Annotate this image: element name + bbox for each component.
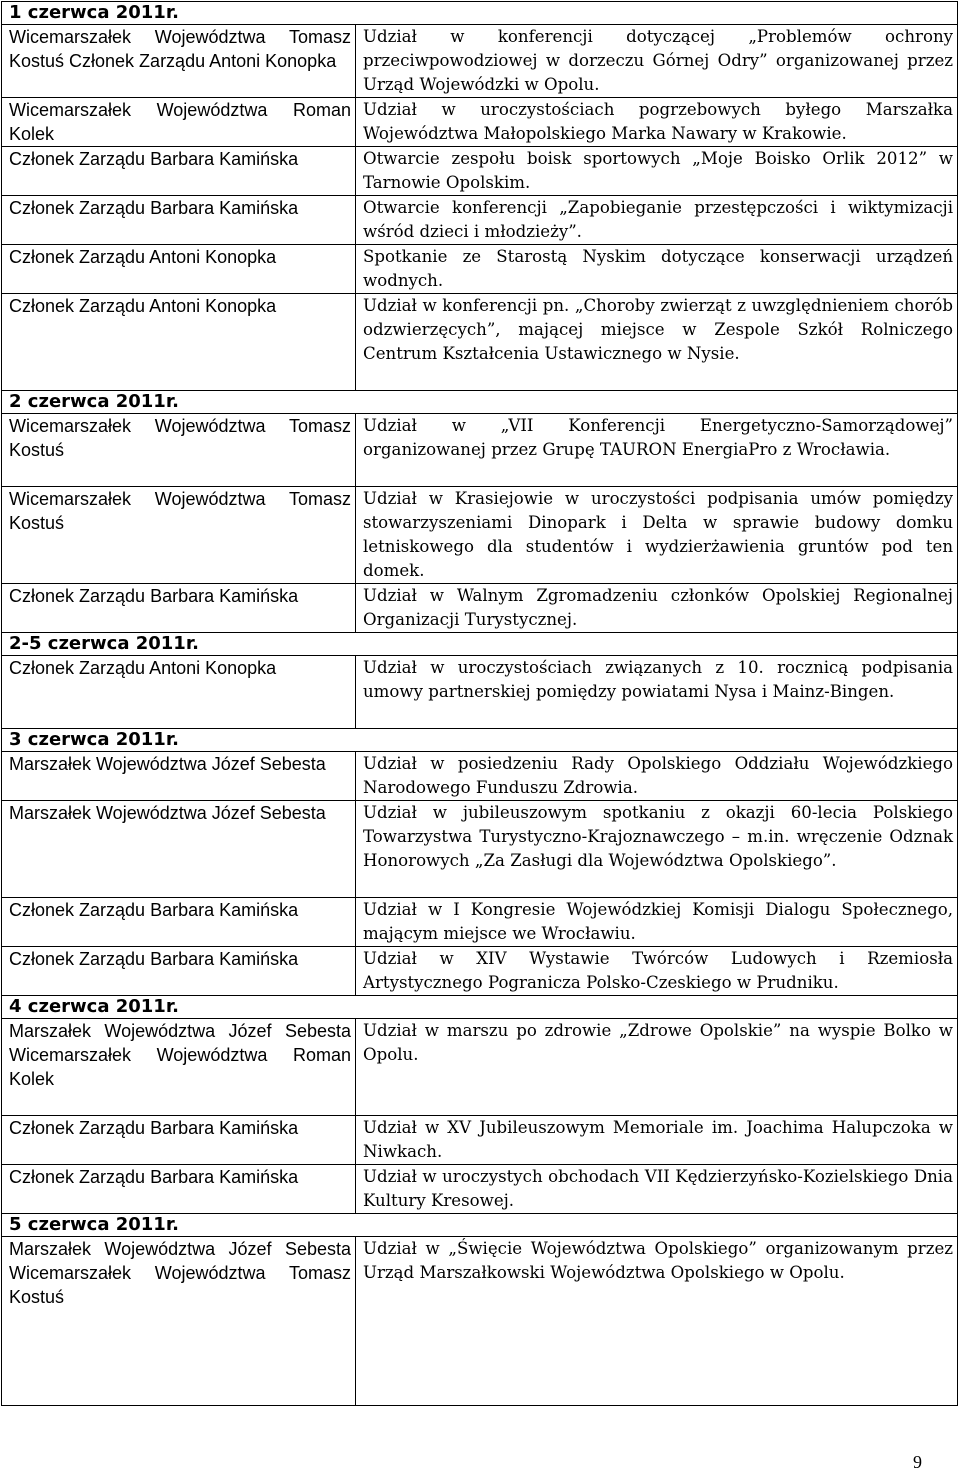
- participant-cell: Członek Zarządu Barbara Kamińska: [2, 1116, 356, 1165]
- event-cell: Udział w uroczystościach pogrzebowych byłego Marszałka Województwa Małopolskiego Marka Nawary w Krakowie.: [356, 98, 958, 147]
- table-row: [2, 196, 958, 245]
- date-heading: 3 czerwca 2011r.: [2, 729, 958, 752]
- participant-cell: Wicemarszałek Województwa Tomasz Kostuś: [2, 487, 356, 584]
- participant-cell: Członek Zarządu Barbara Kamińska: [2, 584, 356, 633]
- event-cell: Udział w posiedzeniu Rady Opolskiego Oddziału Wojewódzkiego Narodowego Funduszu Zdrowia.: [356, 752, 958, 801]
- date-row: [2, 729, 958, 752]
- event-cell: Spotkanie ze Starostą Nyskim dotyczące konserwacji urządzeń wodnych.: [356, 245, 958, 294]
- event-cell: Otwarcie konferencji „Zapobieganie przestępczości i wiktymizacji wśród dzieci i młodzieży”.: [356, 196, 958, 245]
- table-row: [2, 1019, 958, 1116]
- date-row: [2, 2, 958, 25]
- table-row: [2, 752, 958, 801]
- event-cell: Udział w XV Jubileuszowym Memoriale im. Joachima Halupczoka w Niwkach.: [356, 1116, 958, 1165]
- date-heading: 4 czerwca 2011r.: [2, 996, 958, 1019]
- schedule-table: [1, 1, 958, 1406]
- event-cell: Udział w „VII Konferencji Energetyczno-Samorządowej” organizowanej przez Grupę TAURON EnergiaPro z Wrocławia.: [356, 414, 958, 487]
- table-row: [2, 656, 958, 729]
- participant-cell: Członek Zarządu Barbara Kamińska: [2, 947, 356, 996]
- participant-cell: Wicemarszałek Województwa Tomasz Kostuś: [2, 414, 356, 487]
- participant-cell: Członek Zarządu Antoni Konopka: [2, 245, 356, 294]
- participant-cell: Wicemarszałek Województwa Tomasz Kostuś Członek Zarządu Antoni Konopka: [2, 25, 356, 98]
- table-row: [2, 947, 958, 996]
- date-heading: 2 czerwca 2011r.: [2, 391, 958, 414]
- date-heading: 1 czerwca 2011r.: [2, 2, 958, 25]
- table-row: [2, 245, 958, 294]
- table-row: [2, 1116, 958, 1165]
- event-cell: Otwarcie zespołu boisk sportowych „Moje Boisko Orlik 2012” w Tarnowie Opolskim.: [356, 147, 958, 196]
- event-cell: Udział w konferencji dotyczącej „Problemów ochrony przeciwpowodziowej w dorzeczu Górnej Odry” organizowanej przez Urząd Wojewódzki w Opolu.: [356, 25, 958, 98]
- participant-cell: Wicemarszałek Województwa Roman Kolek: [2, 98, 356, 147]
- table-row: [2, 25, 958, 98]
- table-row: [2, 801, 958, 898]
- table-row: [2, 1165, 958, 1214]
- event-cell: Udział w jubileuszowym spotkaniu z okazji 60-lecia Polskiego Towarzystwa Turystyczno-Krajoznawczego – m.in. wręczenie Odznak Honorowych „Za Zasługi dla Województwa Opolskiego”.: [356, 801, 958, 898]
- participant-cell: Członek Zarządu Antoni Konopka: [2, 294, 356, 391]
- participant-cell: Marszałek Województwa Józef Sebesta: [2, 801, 356, 898]
- participant-cell: Członek Zarządu Barbara Kamińska: [2, 196, 356, 245]
- event-cell: Udział w konferencji pn. „Choroby zwierząt z uwzględnieniem chorób odzwierzęcych”, mającej miejsce w Zespole Szkół Rolniczego Centrum Kształcenia Ustawicznego w Nysie.: [356, 294, 958, 391]
- participant-cell: Członek Zarządu Barbara Kamińska: [2, 1165, 356, 1214]
- table-row: [2, 584, 958, 633]
- event-cell: Udział w uroczystych obchodach VII Kędzierzyńsko-Kozielskiego Dnia Kultury Kresowej.: [356, 1165, 958, 1214]
- table-row: [2, 487, 958, 584]
- event-cell: Udział w XIV Wystawie Twórców Ludowych i Rzemiosła Artystycznego Pogranicza Polsko-Czeskiego w Prudniku.: [356, 947, 958, 996]
- table-row: [2, 898, 958, 947]
- participant-cell: Członek Zarządu Antoni Konopka: [2, 656, 356, 729]
- date-heading: 5 czerwca 2011r.: [2, 1214, 958, 1237]
- page-number: 9: [913, 1452, 922, 1472]
- table-row: [2, 147, 958, 196]
- date-row: [2, 1214, 958, 1237]
- participant-cell: Marszałek Województwa Józef Sebesta Wicemarszałek Województwa Tomasz Kostuś: [2, 1237, 356, 1406]
- table-row: [2, 294, 958, 391]
- event-cell: Udział w uroczystościach związanych z 10. rocznicą podpisania umowy partnerskiej pomiędzy powiatami Nysa i Mainz-Bingen.: [356, 656, 958, 729]
- participant-cell: Członek Zarządu Barbara Kamińska: [2, 147, 356, 196]
- date-row: [2, 633, 958, 656]
- event-cell: Udział w Krasiejowie w uroczystości podpisania umów pomiędzy stowarzyszeniami Dinopark i Delta w sprawie budowy domku letniskowego dla studentów i wydzierżawienia gruntów pod ten domek.: [356, 487, 958, 584]
- event-cell: Udział w „Święcie Województwa Opolskiego” organizowanym przez Urząd Marszałkowski Województwa Opolskiego w Opolu.: [356, 1237, 958, 1406]
- table-row: [2, 414, 958, 487]
- participant-cell: Członek Zarządu Barbara Kamińska: [2, 898, 356, 947]
- table-row: [2, 1237, 958, 1406]
- participant-cell: Marszałek Województwa Józef Sebesta: [2, 752, 356, 801]
- date-row: [2, 996, 958, 1019]
- event-cell: Udział w marszu po zdrowie „Zdrowe Opolskie” na wyspie Bolko w Opolu.: [356, 1019, 958, 1116]
- participant-cell: Marszałek Województwa Józef Sebesta Wicemarszałek Województwa Roman Kolek: [2, 1019, 356, 1116]
- event-cell: Udział w I Kongresie Wojewódzkiej Komisji Dialogu Społecznego, mającym miejsce we Wrocławiu.: [356, 898, 958, 947]
- date-heading: 2-5 czerwca 2011r.: [2, 633, 958, 656]
- date-row: [2, 391, 958, 414]
- table-row: [2, 98, 958, 147]
- event-cell: Udział w Walnym Zgromadzeniu członków Opolskiej Regionalnej Organizacji Turystycznej.: [356, 584, 958, 633]
